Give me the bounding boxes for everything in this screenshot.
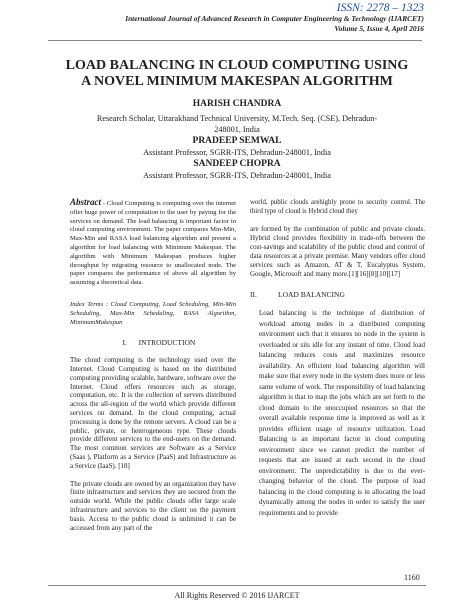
- author-block: [90, 98, 384, 181]
- left-column: [70, 198, 236, 532]
- paragraph: world, public clouds arehighly prone to security control. The third type of cloud is Hybrid cloud they: [250, 199, 425, 215]
- paragraph: are formed by the combination of public and private clouds. Hybrid cloud provides flexibility in trade-offs between the cost-savings and scalability of the public cloud and control of data resources at a private premise. Many vendors offer cloud services such as Amazon, AT & T, Eucalyptus System, Google, Microsoft and many more.[1][16][8][10][17]: [250, 225, 425, 279]
- section-number: I.: [122, 338, 127, 348]
- footer-copyright: All Rights Reserved © 2016 IJARCET: [174, 591, 300, 600]
- section-number: II.: [250, 289, 257, 299]
- footer-rule: [48, 585, 426, 586]
- paragraph-gap: [70, 471, 236, 480]
- index-terms: Index Terms : Cloud Computing, Load Scheduling, Min-Min Scheduling, Max-Min Scheduling, RASA Algorithm, MinimumMakespan: [70, 300, 236, 326]
- section-title: LOAD BALANCING: [278, 289, 345, 299]
- abstract: [70, 198, 236, 288]
- title-line-2: A NOVEL MINIMUM MAKESPAN ALGORITHM: [81, 74, 393, 89]
- running-header: [24, 2, 424, 33]
- issn: ISSN: 2278 – 1323: [336, 2, 424, 14]
- right-column: [250, 198, 425, 518]
- author-name: HARISH CHANDRA: [192, 99, 282, 109]
- volume-issue: Volume 5, Issue 4, April 2016: [334, 24, 424, 33]
- author-affiliation: Research Scholar, Uttarakhand Technical University, M.Tech. Seq. (CSE), Dehradun-248001, India: [96, 114, 378, 134]
- author-name: SANDEEP CHOPRA: [193, 159, 281, 169]
- section-title: INTRODUCTION: [138, 338, 196, 348]
- paragraph: Load balancing is the technique of distribution of workload among nodes in a distributed computing environment such that it ensures no node in the system is overloaded or sits idle for any instant of time. Cloud load balancing reduces costs and maximizes resource availability. An efficient load balancing algorithm will make sure that every node in the system does more or less same volume of work. The responsibility of load balancing algorithm is that to map the jobs which are set forth to the cloud domain to the unoccupied resources so that the overall available response time is improved as well as it provides efficient usage of resource utilization. Load Balancing is an important factor in cloud computing environment since we cannot predict the number of requests that are issued at each second in the cloud environment. The unpredictability is due to the ever-changing behavior of the cloud. The purpose of load balancing in the cloud computing is in allocating the load dynamically among the nodes in order to satisfy the user requirements and to provide: [259, 309, 425, 517]
- author-affiliation: Assistant Professor, SGRR-ITS, Dehradun-248001, India: [143, 148, 331, 157]
- section-heading-introduction: [70, 339, 236, 348]
- section-heading-load-balancing: [250, 291, 425, 300]
- paragraph: The private clouds are owned by an organization they have finite infrastructure and services they are secured from the outside world. While the public clouds offer large scale infrastructure and services to the client on the payment basis. Access to the public cloud is unlimited it can be accessed from any part of the: [70, 479, 236, 532]
- author-affiliation: Assistant Professor, SGRR-ITS, Dehradun-248001, India: [143, 171, 331, 180]
- page-number: 1160: [404, 573, 420, 582]
- abstract-text: - Cloud Computing is computing over the internet offer huge power of computation to the user by paying for the services on demand. The load balancing is important factor in cloud computing environment. The paper compares Min-Min, Max-Min and RASA load balancing algorithm and present a algorithm for load balancing with Minimum Makespan. The algorithm with Minimum Makespan produces higher throughput by migrating resource to unallocated node. The paper compares the performance of above all algorithm by assuming a theoretical data.: [70, 200, 236, 287]
- abstract-label: Abstract: [70, 197, 102, 207]
- title-line-1: LOAD BALANCING IN CLOUD COMPUTING USING: [65, 58, 409, 73]
- header-rule: [48, 40, 422, 41]
- paragraph: The cloud computing is the technology used over the Internet. Cloud Computing is based on the distributed computing providing scalable, hardware, software over the Internet. Cloud offers resources such as storage, computation, etc. It is the collection of servers distributed across the all-region of the world which provide different services on demand. In the cloud computing, actual processing is done by the remote servers. A cloud can be a public, private, or heterogeneous type. These clouds provide different services to the end-users on the demand. The most common services are Software as a Service (Saas ), Platform as a Service (PaaS) and Infrastructure as a Service (IaaS). [18]: [70, 356, 236, 470]
- paper-title: [40, 58, 434, 90]
- author-name: PRADEEP SEMWAL: [192, 136, 282, 146]
- journal-name: International Journal of Advanced Research in Computer Engineering & Technology (IJARCET): [125, 14, 424, 23]
